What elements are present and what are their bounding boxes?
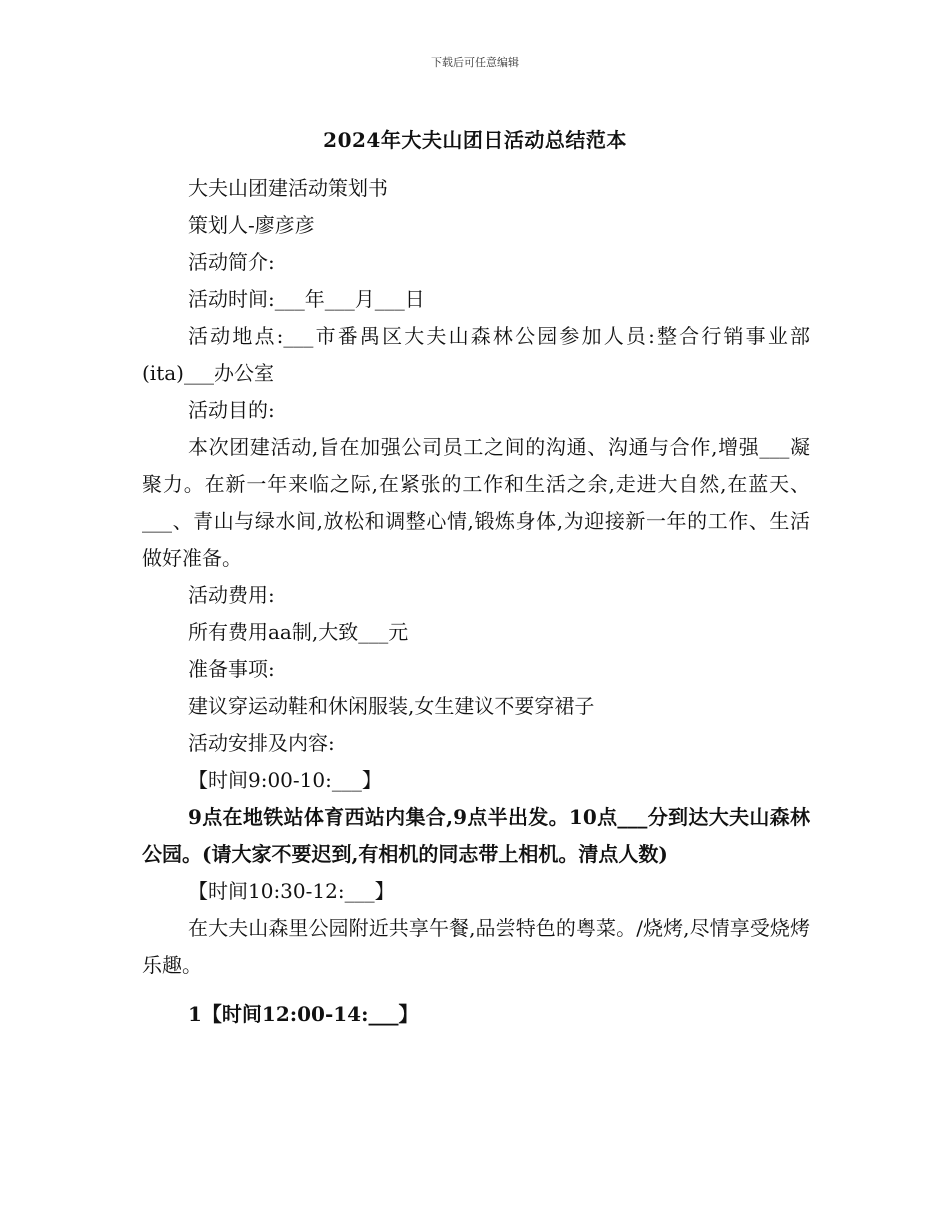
time-heading: 【时间10:30-12:___】: [188, 879, 395, 903]
page-header-note: 下载后可任意编辑: [431, 56, 519, 69]
paragraph: 活动简介:: [188, 250, 275, 274]
time-heading: 1【时间12:00-14:___】: [188, 1002, 419, 1026]
paragraph: 策划人-廖彦彦: [188, 213, 315, 237]
paragraph: 活动地点:___市番禺区大夫山森林公园参加人员:整合行销事业部(ita)___办公室: [142, 324, 810, 385]
paragraph: 所有费用aa制,大致___元: [188, 620, 409, 644]
paragraph: 建议穿运动鞋和休闲服装,女生建议不要穿裙子: [188, 694, 595, 718]
document-title: 2024年大夫山团日活动总结范本: [323, 128, 627, 152]
paragraph: 活动安排及内容:: [188, 731, 335, 755]
paragraph: 活动时间:___年___月___日: [188, 287, 425, 311]
time-heading: 【时间9:00-10:___】: [188, 768, 382, 792]
paragraph: 大夫山团建活动策划书: [188, 176, 388, 200]
document-body: [142, 170, 810, 1033]
paragraph: 活动目的:: [188, 398, 275, 422]
paragraph: 本次团建活动,旨在加强公司员工之间的沟通、沟通与合作,增强___凝聚力。在新一年来临之际,在紧张的工作和生活之余,走进大自然,在蓝天、___、青山与绿水间,放松和调整心情,锻炼身体,为迎接新一年的工作、生活做好准备。: [142, 435, 810, 570]
paragraph: 在大夫山森里公园附近共享午餐,品尝特色的粤菜。/烧烤,尽情享受烧烤乐趣。: [142, 916, 810, 977]
paragraph: 准备事项:: [188, 657, 275, 681]
paragraph: 活动费用:: [188, 583, 275, 607]
paragraph: 9点在地铁站体育西站内集合,9点半出发。10点___分到达大夫山森林公园。(请大家不要迟到,有相机的同志带上相机。清点人数): [142, 805, 810, 866]
